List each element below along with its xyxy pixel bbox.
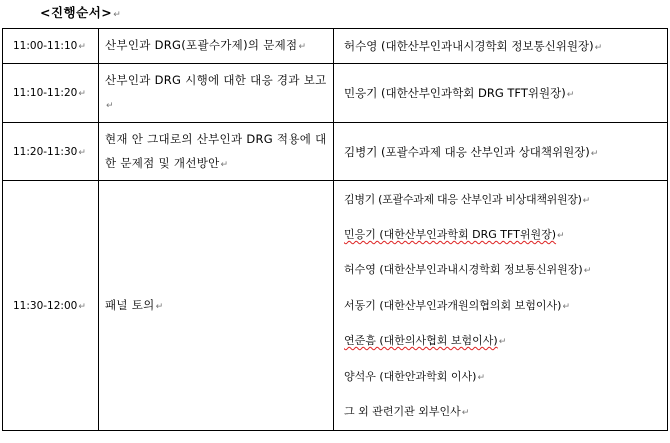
schedule-table xyxy=(2,28,668,431)
table-row xyxy=(3,64,668,123)
speaker-cell: 김병기 (포괄수과제 대응 산부인과 상대책위원장)↵ xyxy=(334,123,668,181)
speaker-cell: 허수영 (대한산부인과내시경학회 정보통신위원장)↵ xyxy=(334,29,668,64)
table-row xyxy=(3,29,668,64)
schedule-heading: <진행순서>↵ xyxy=(40,5,122,20)
panel-speaker: 허수영 (대한산부인과내시경학회 정보통신위원장)↵ xyxy=(344,263,592,277)
speaker-cell: 민응기 (대한산부인과학회 DRG TFT위원장)↵ xyxy=(334,64,668,123)
panel-speaker: 그 외 관련기관 외부인사↵ xyxy=(344,404,470,418)
panel-speaker: 연준흠 (대한의사협회 보험이사)↵ xyxy=(344,334,507,348)
time-cell: 11:30-12:00↵ xyxy=(3,181,99,431)
table-row xyxy=(3,181,668,431)
topic-cell: 산부인과 DRG(포괄수가제)의 문제점↵ xyxy=(99,29,334,64)
panel-speaker: 김병기 (포괄수과제 대응 산부인과 비상대책위원장)↵ xyxy=(344,192,590,206)
table-row xyxy=(3,123,668,181)
panel-speaker-list xyxy=(344,182,661,430)
panel-speaker: 민응기 (대한산부인과학회 DRG TFT위원장)↵ xyxy=(344,228,565,242)
time-cell: 11:10-11:20↵ xyxy=(3,64,99,123)
panel-speaker-cell xyxy=(334,181,668,431)
topic-cell: 패널 토의↵ xyxy=(99,181,334,431)
time-cell: 11:20-11:30↵ xyxy=(3,123,99,181)
topic-cell: 현재 안 그대로의 산부인과 DRG 적용에 대한 문제점 및 개선방안↵ xyxy=(99,123,334,181)
panel-speaker: 양석우 (대한안과학회 이사)↵ xyxy=(344,369,486,383)
topic-cell: 산부인과 DRG 시행에 대한 대응 경과 보고↵ xyxy=(99,64,334,123)
time-cell: 11:00-11:10↵ xyxy=(3,29,99,64)
panel-speaker: 서동기 (대한산부인과개원의협의회 보험이사)↵ xyxy=(344,298,571,312)
